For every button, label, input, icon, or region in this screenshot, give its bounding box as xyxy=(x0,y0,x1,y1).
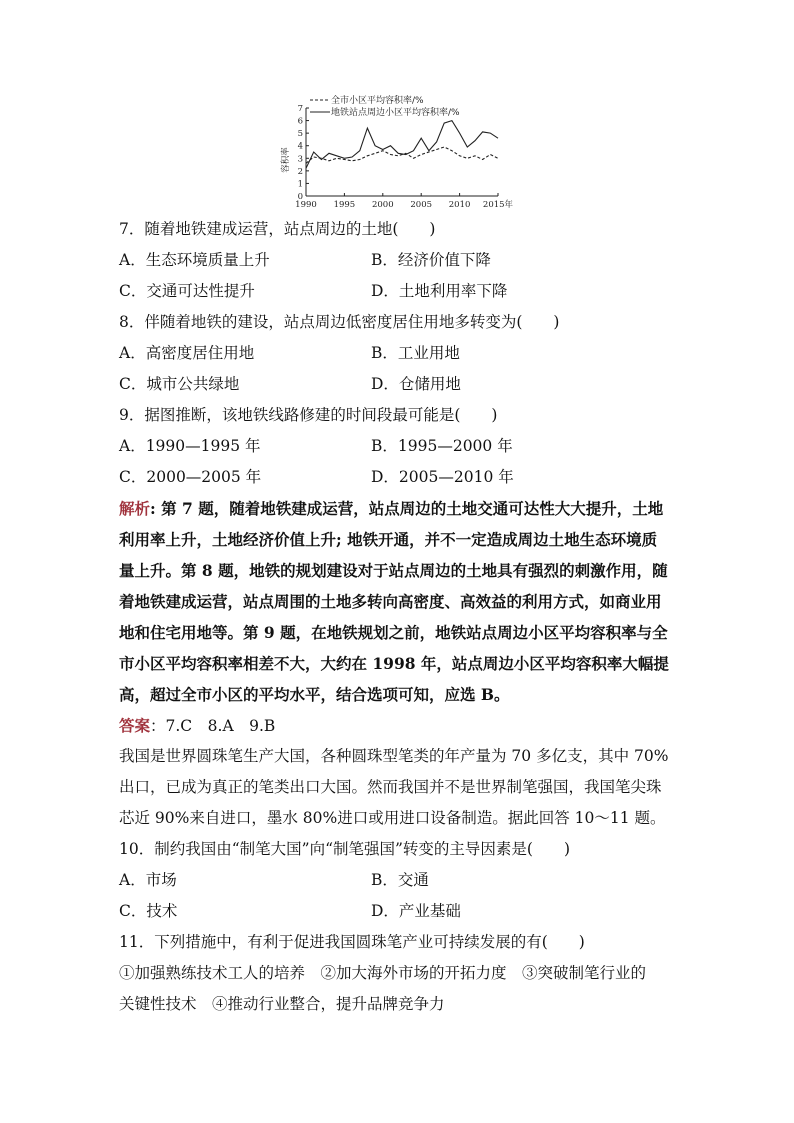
answer-label: 答案 xyxy=(119,716,151,735)
analysis-line-1-text: : 第 7 题，随着地铁建成运营，站点周边的土地交通可达性大大提升，土地 xyxy=(150,499,664,518)
answer-line xyxy=(119,710,679,741)
line-chart xyxy=(278,94,518,210)
chart-legend xyxy=(310,94,460,118)
q7-option-a: A．生态环境质量上升 xyxy=(119,251,270,269)
x-tick-label: 2005 xyxy=(410,200,433,210)
q8-options-row1 xyxy=(119,338,679,369)
x-tick-label: 2000 xyxy=(371,200,394,210)
q10-option-c: C．技术 xyxy=(119,902,178,920)
q8-stem: 8．伴随着地铁的建设，站点周边低密度居住用地多转变为( ) xyxy=(119,313,560,331)
y-tick-label: 0 xyxy=(297,192,303,202)
q11-choices-line-1: ①加强熟练技术工人的培养 ②加大海外市场的开拓力度 ③突破制笔行业的 xyxy=(119,964,647,982)
y-axis-label: 容积率 xyxy=(281,147,291,173)
passage-line-2: 出口，已成为真正的笔类出口大国。然而我国并不是世界制笔强国，我国笔尖珠 xyxy=(119,778,662,796)
q10-option-d: D．产业基础 xyxy=(371,902,461,920)
q8-options-row2 xyxy=(119,369,679,400)
q11-stem: 11．下列措施中，有利于促进我国圆珠笔产业可持续发展的有( ) xyxy=(119,933,585,951)
x-tick-label: 2010 xyxy=(448,200,471,210)
q7-stem: 7．随着地铁建成运营，站点周边的土地( ) xyxy=(119,220,436,238)
analysis-line-2: 利用率上升，土地经济价值上升; 地铁开通，并不一定造成周边土地生态环境质 xyxy=(119,530,658,549)
analysis-line-4: 着地铁建成运营，站点周围的土地多转向高密度、高效益的利用方式，如商业用 xyxy=(119,592,662,611)
q7-options-row1 xyxy=(119,245,679,276)
document-body xyxy=(119,214,679,1020)
q9-option-d: D．2005—2010 年 xyxy=(371,468,514,486)
q8-option-b: B．工业用地 xyxy=(371,344,460,362)
analysis-block xyxy=(119,493,679,710)
y-tick-label: 4 xyxy=(297,141,303,152)
y-tick-label: 3 xyxy=(297,154,303,165)
q8-option-a: A．高密度居住用地 xyxy=(119,344,255,362)
chart xyxy=(278,94,518,210)
series-line-metro xyxy=(306,121,498,169)
analysis-label: 解析 xyxy=(119,499,151,518)
chart-series xyxy=(306,121,498,169)
q9-option-a: A．1990—1995 年 xyxy=(119,437,261,455)
x-tick-label: 1990 xyxy=(295,200,317,210)
legend-label-citywide: 全市小区平均容积率/% xyxy=(331,96,424,106)
y-tick-label: 1 xyxy=(297,179,303,190)
passage-line-3: 芯近 90%来自进口，墨水 80%进口或用进口设备制造。据此回答 10～11 题。 xyxy=(119,809,666,827)
q9-stem: 9．据图推断，该地铁线路修建的时间段最可能是( ) xyxy=(119,406,498,424)
x-tick-label: 2015年 xyxy=(482,200,514,210)
q10-option-b: B．交通 xyxy=(371,871,429,889)
q8-option-c: C．城市公共绿地 xyxy=(119,375,240,393)
q9-option-c: C．2000—2005 年 xyxy=(119,468,262,486)
q7-option-b: B．经济价值下降 xyxy=(371,251,491,269)
y-tick-label: 7 xyxy=(297,104,303,114)
q7-options-row2 xyxy=(119,276,679,307)
passage-line-1: 我国是世界圆珠笔生产大国，各种圆珠型笔类的年产量为 70 多亿支，其中 70% xyxy=(119,747,669,765)
q10-stem: 10．制约我国由“制笔大国”向“制笔强国”转变的主导因素是( ) xyxy=(119,840,571,858)
y-tick-label: 6 xyxy=(297,116,303,127)
q10-options-row1 xyxy=(119,865,679,896)
q7-option-c: C．交通可达性提升 xyxy=(119,282,255,300)
q9-option-b: B．1995—2000 年 xyxy=(371,437,513,455)
analysis-line-1 xyxy=(119,493,679,524)
q10-options-row2 xyxy=(119,896,679,927)
q7-option-d: D．土地利用率下降 xyxy=(371,282,508,300)
y-tick-label: 5 xyxy=(297,129,303,140)
q9-options-row1 xyxy=(119,431,679,462)
analysis-line-5: 地和住宅用地等。第 9 题，在地铁规划之前，地铁站点周边小区平均容积率与全 xyxy=(119,623,668,642)
legend-label-metro: 地铁站点周边小区平均容积率/% xyxy=(331,108,460,118)
answer-text: ：7.C 8.A 9.B xyxy=(150,717,276,735)
analysis-line-6: 市小区平均容积率相差不大，大约在 1998 年，站点周边小区平均容积率大幅提 xyxy=(119,654,669,673)
q10-option-a: A．市场 xyxy=(119,871,177,889)
q11-choices-line-2: 关键性技术 ④推动行业整合，提升品牌竞争力 xyxy=(119,995,445,1013)
passage xyxy=(119,741,679,834)
q9-options-row2 xyxy=(119,462,679,493)
analysis-line-3: 量上升。第 8 题，地铁的规划建设对于站点周边的土地具有强烈的刺激作用，随 xyxy=(119,561,668,580)
analysis-line-7: 高，超过全市小区的平均水平，结合选项可知，应选 B。 xyxy=(119,685,510,704)
y-tick-label: 2 xyxy=(297,166,303,177)
x-tick-label: 1995 xyxy=(333,200,356,210)
q8-option-d: D．仓储用地 xyxy=(371,375,461,393)
